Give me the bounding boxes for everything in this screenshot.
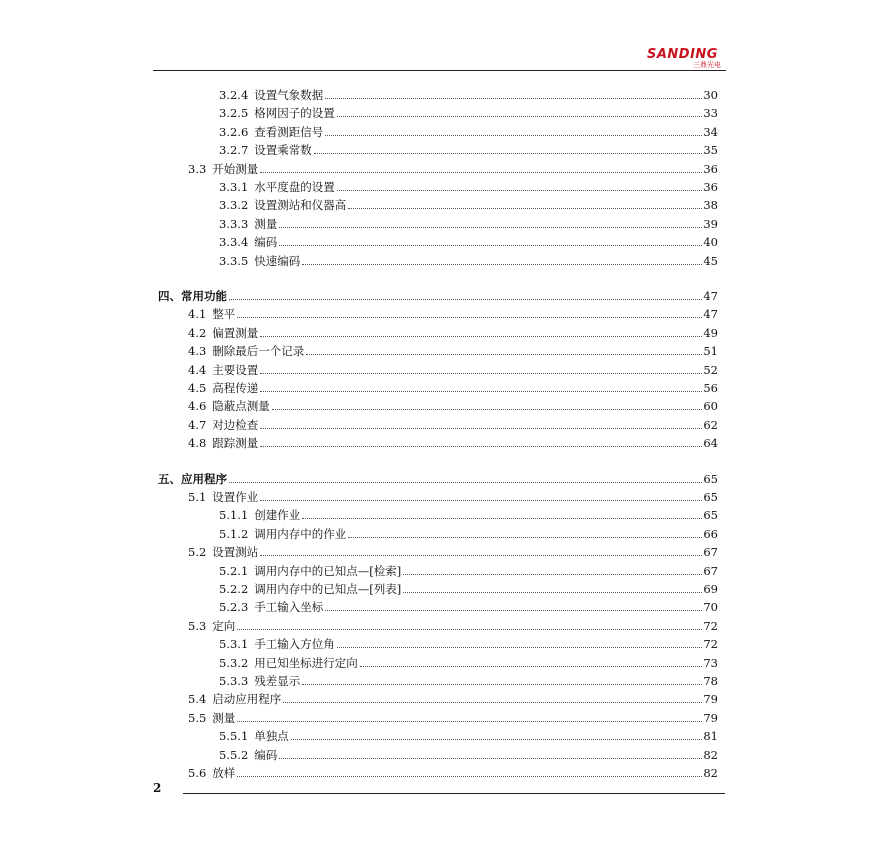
- toc-title: 设置测站和仪器高: [254, 198, 347, 213]
- toc-page-number: 34: [703, 124, 718, 139]
- toc-leader-dots: [283, 702, 702, 703]
- toc-entry: [188, 688, 718, 706]
- toc-title: 应用程序: [181, 471, 227, 486]
- page-number: 2: [153, 781, 162, 795]
- toc-entry: [219, 670, 718, 688]
- toc-entry: [188, 414, 718, 432]
- toc-page-number: 65: [703, 490, 718, 504]
- toc-title: 放样: [212, 766, 236, 780]
- toc-number: 4.5: [188, 381, 207, 395]
- toc-page-number: 52: [703, 362, 718, 377]
- toc-entry: [188, 486, 718, 504]
- toc-page-number: 60: [703, 399, 718, 414]
- footer-rule: [183, 793, 725, 794]
- toc-title: 删除最后一个记录: [212, 344, 305, 359]
- toc-entry: [219, 744, 718, 762]
- toc-entry: [219, 504, 718, 522]
- toc-page-number: 65: [703, 471, 718, 486]
- toc-title: 测量: [212, 710, 236, 725]
- toc-leader-dots: [325, 610, 702, 611]
- toc-number: 3.2.6: [219, 124, 249, 139]
- toc-page-number: 72: [703, 618, 718, 633]
- toc-entry: [219, 213, 718, 231]
- toc-title: 设置测站: [212, 545, 259, 560]
- toc-title: 设置气象数据: [254, 88, 324, 102]
- toc-leader-dots: [272, 409, 703, 410]
- toc-page-number: 33: [703, 106, 718, 121]
- toc-leader-dots: [260, 446, 702, 447]
- toc-leader-dots: [306, 354, 702, 355]
- toc-title: 调用内存中的已知点—[检索]: [254, 563, 402, 578]
- toc-entry: [219, 194, 718, 212]
- toc-entry: [188, 762, 718, 780]
- toc-leader-dots: [403, 574, 702, 575]
- toc-number: 4.4: [188, 362, 207, 377]
- toc-leader-dots: [348, 208, 702, 209]
- toc-title: 定向: [212, 618, 236, 633]
- toc-leader-dots: [237, 721, 702, 722]
- toc-leader-dots: [237, 629, 702, 630]
- toc-title: 主要设置: [212, 362, 259, 377]
- toc-leader-dots: [260, 172, 702, 173]
- toc-number: 5.1: [188, 490, 207, 504]
- toc-leader-dots: [337, 647, 703, 648]
- toc-entry: [188, 158, 718, 176]
- toc-title: 单独点: [254, 729, 289, 744]
- toc-leader-dots: [291, 739, 703, 740]
- toc-number: 4.2: [188, 325, 207, 340]
- toc-number: 3.2.5: [219, 106, 249, 121]
- toc-number: 5.2: [188, 545, 207, 560]
- toc-title: 编码: [254, 235, 278, 250]
- toc-number: 5.3.1: [219, 637, 249, 652]
- toc-page-number: 30: [703, 88, 718, 102]
- toc-leader-dots: [403, 592, 702, 593]
- toc-number: 4.1: [188, 307, 207, 322]
- toc-entry: [219, 102, 718, 120]
- toc-number: 五、: [158, 471, 181, 486]
- toc-entry: [219, 231, 718, 249]
- toc-page-number: 70: [703, 600, 718, 615]
- toc-leader-dots: [260, 373, 702, 374]
- toc-page-number: 73: [703, 655, 718, 670]
- toc-number: 5.5.2: [219, 747, 249, 762]
- toc-number: 5.2.1: [219, 563, 249, 578]
- toc-entry: [219, 523, 718, 541]
- toc-leader-dots: [237, 317, 702, 318]
- toc-title: 整平: [212, 307, 236, 322]
- toc-title: 编码: [254, 747, 278, 762]
- toc-number: 4.8: [188, 436, 207, 451]
- sanding-logo: [647, 48, 727, 70]
- toc-number: 3.3.5: [219, 253, 249, 268]
- header-rule: [153, 70, 726, 71]
- toc-page-number: 66: [703, 526, 718, 541]
- toc-page-number: 36: [703, 161, 718, 176]
- toc-title: 调用内存中的作业: [254, 526, 347, 541]
- toc-number: 5.1.1: [219, 508, 249, 523]
- toc-entry: [219, 250, 718, 268]
- toc-leader-dots: [260, 555, 702, 556]
- toc-page-number: 79: [703, 692, 718, 707]
- toc-entry: [219, 633, 718, 651]
- toc-leader-dots: [229, 299, 702, 300]
- toc-leader-dots: [302, 684, 702, 685]
- toc-entry: [219, 652, 718, 670]
- toc-title: 创建作业: [254, 508, 301, 523]
- toc-entry: [188, 432, 718, 450]
- toc-number: 5.2.3: [219, 600, 249, 615]
- toc-title: 查看测距信号: [254, 124, 324, 139]
- toc-leader-dots: [348, 537, 702, 538]
- toc-page-number: 64: [703, 436, 718, 451]
- toc-page-number: 47: [703, 307, 718, 322]
- toc-page-number: 67: [703, 563, 718, 578]
- toc-page-number: 69: [703, 582, 718, 596]
- toc-leader-dots: [325, 98, 702, 99]
- toc-page-number: 38: [703, 198, 718, 213]
- toc-number: 5.3.3: [219, 674, 249, 688]
- toc-entry: [188, 340, 718, 358]
- toc-page-number: 47: [703, 289, 718, 303]
- toc-leader-dots: [237, 776, 702, 777]
- toc-leader-dots: [279, 758, 702, 759]
- toc-leader-dots: [229, 482, 702, 483]
- toc-entry: [219, 139, 718, 157]
- toc-page-number: 82: [703, 766, 718, 780]
- toc-number: 5.2.2: [219, 582, 249, 596]
- toc-entry: [188, 615, 718, 633]
- toc-number: 5.3: [188, 618, 207, 633]
- toc-title: 跟踪测量: [212, 436, 259, 451]
- toc-entry: [188, 303, 718, 321]
- toc-leader-dots: [260, 500, 702, 501]
- toc-number: 3.3.2: [219, 198, 249, 213]
- toc-number: 四、: [158, 289, 181, 303]
- brand-subtitle: 三鼎光电: [693, 61, 721, 69]
- toc-page-number: 35: [703, 143, 718, 158]
- toc-page-number: 36: [703, 180, 718, 194]
- toc-entry: [188, 377, 718, 395]
- toc-title: 设置作业: [212, 490, 259, 504]
- toc-number: 4.3: [188, 344, 207, 359]
- toc-title: 对边检查: [212, 417, 259, 432]
- toc-number: 5.4: [188, 692, 207, 707]
- toc-number: 3.3.3: [219, 216, 249, 231]
- toc-entry: [219, 725, 718, 743]
- toc-page-number: 40: [703, 235, 718, 250]
- toc-page-number: 81: [703, 729, 718, 744]
- toc-leader-dots: [337, 116, 703, 117]
- toc-leader-dots: [360, 666, 703, 667]
- toc-leader-dots: [260, 391, 702, 392]
- toc-title: 快速编码: [254, 253, 301, 268]
- toc-chapter: [158, 468, 718, 486]
- toc-entry: [219, 84, 718, 102]
- toc-entry: [188, 395, 718, 413]
- toc-number: 4.6: [188, 399, 207, 414]
- toc-leader-dots: [279, 227, 702, 228]
- toc-number: 5.5: [188, 710, 207, 725]
- toc-title: 开始测量: [212, 161, 259, 176]
- toc-title: 隐蔽点测量: [212, 399, 270, 414]
- toc-title: 设置乘常数: [254, 143, 312, 158]
- toc-title: 水平度盘的设置: [254, 180, 335, 194]
- toc-leader-dots: [302, 518, 702, 519]
- toc-title: 启动应用程序: [212, 692, 282, 707]
- toc-page-number: 65: [703, 508, 718, 523]
- toc-leader-dots: [279, 245, 702, 246]
- toc-number: 5.6: [188, 766, 207, 780]
- toc-title: 手工输入坐标: [254, 600, 324, 615]
- toc-entry: [188, 359, 718, 377]
- toc-page-number: 45: [703, 253, 718, 268]
- toc-title: 用已知坐标进行定向: [254, 655, 358, 670]
- toc-leader-dots: [337, 190, 703, 191]
- toc-page-number: 49: [703, 325, 718, 340]
- toc-leader-dots: [260, 428, 702, 429]
- toc-entry: [219, 121, 718, 139]
- toc-chapter: [158, 285, 718, 303]
- toc-leader-dots: [314, 153, 703, 154]
- toc-title: 手工输入方位角: [254, 637, 335, 652]
- toc-page-number: 67: [703, 545, 718, 560]
- toc-number: 3.3.1: [219, 180, 249, 194]
- toc-entry: [219, 176, 718, 194]
- toc-page-number: 78: [703, 674, 718, 688]
- toc-number: 4.7: [188, 417, 207, 432]
- toc-number: 5.3.2: [219, 655, 249, 670]
- toc-page-number: 79: [703, 710, 718, 725]
- toc-title: 高程传递: [212, 381, 259, 395]
- toc-title: 偏置测量: [212, 325, 259, 340]
- toc-page-number: 51: [703, 344, 718, 359]
- toc-number: 3.2.4: [219, 88, 249, 102]
- toc-number: 3.2.7: [219, 143, 249, 158]
- toc-number: 5.1.2: [219, 526, 249, 541]
- toc-page-number: 72: [703, 637, 718, 652]
- toc-leader-dots: [260, 336, 702, 337]
- toc-title: 格网因子的设置: [254, 106, 335, 121]
- toc-title: 常用功能: [181, 289, 227, 303]
- toc-number: 5.5.1: [219, 729, 249, 744]
- toc-leader-dots: [325, 135, 702, 136]
- toc-number: 3.3.4: [219, 235, 249, 250]
- toc-entry: [219, 560, 718, 578]
- toc-number: 3.3: [188, 161, 207, 176]
- toc-leader-dots: [302, 264, 702, 265]
- toc-entry: [188, 707, 718, 725]
- toc-title: 残差显示: [254, 674, 301, 688]
- toc-entry: [219, 578, 718, 596]
- toc-entry: [188, 541, 718, 559]
- toc-page-number: 56: [703, 381, 718, 395]
- toc-page-number: 82: [703, 747, 718, 762]
- toc-title: 测量: [254, 216, 278, 231]
- toc-title: 调用内存中的已知点—[列表]: [254, 582, 402, 596]
- brand-name: SANDING: [647, 47, 718, 62]
- toc-entry: [219, 596, 718, 614]
- toc-entry: [188, 322, 718, 340]
- toc-page-number: 62: [703, 417, 718, 432]
- toc-page-number: 39: [703, 216, 718, 231]
